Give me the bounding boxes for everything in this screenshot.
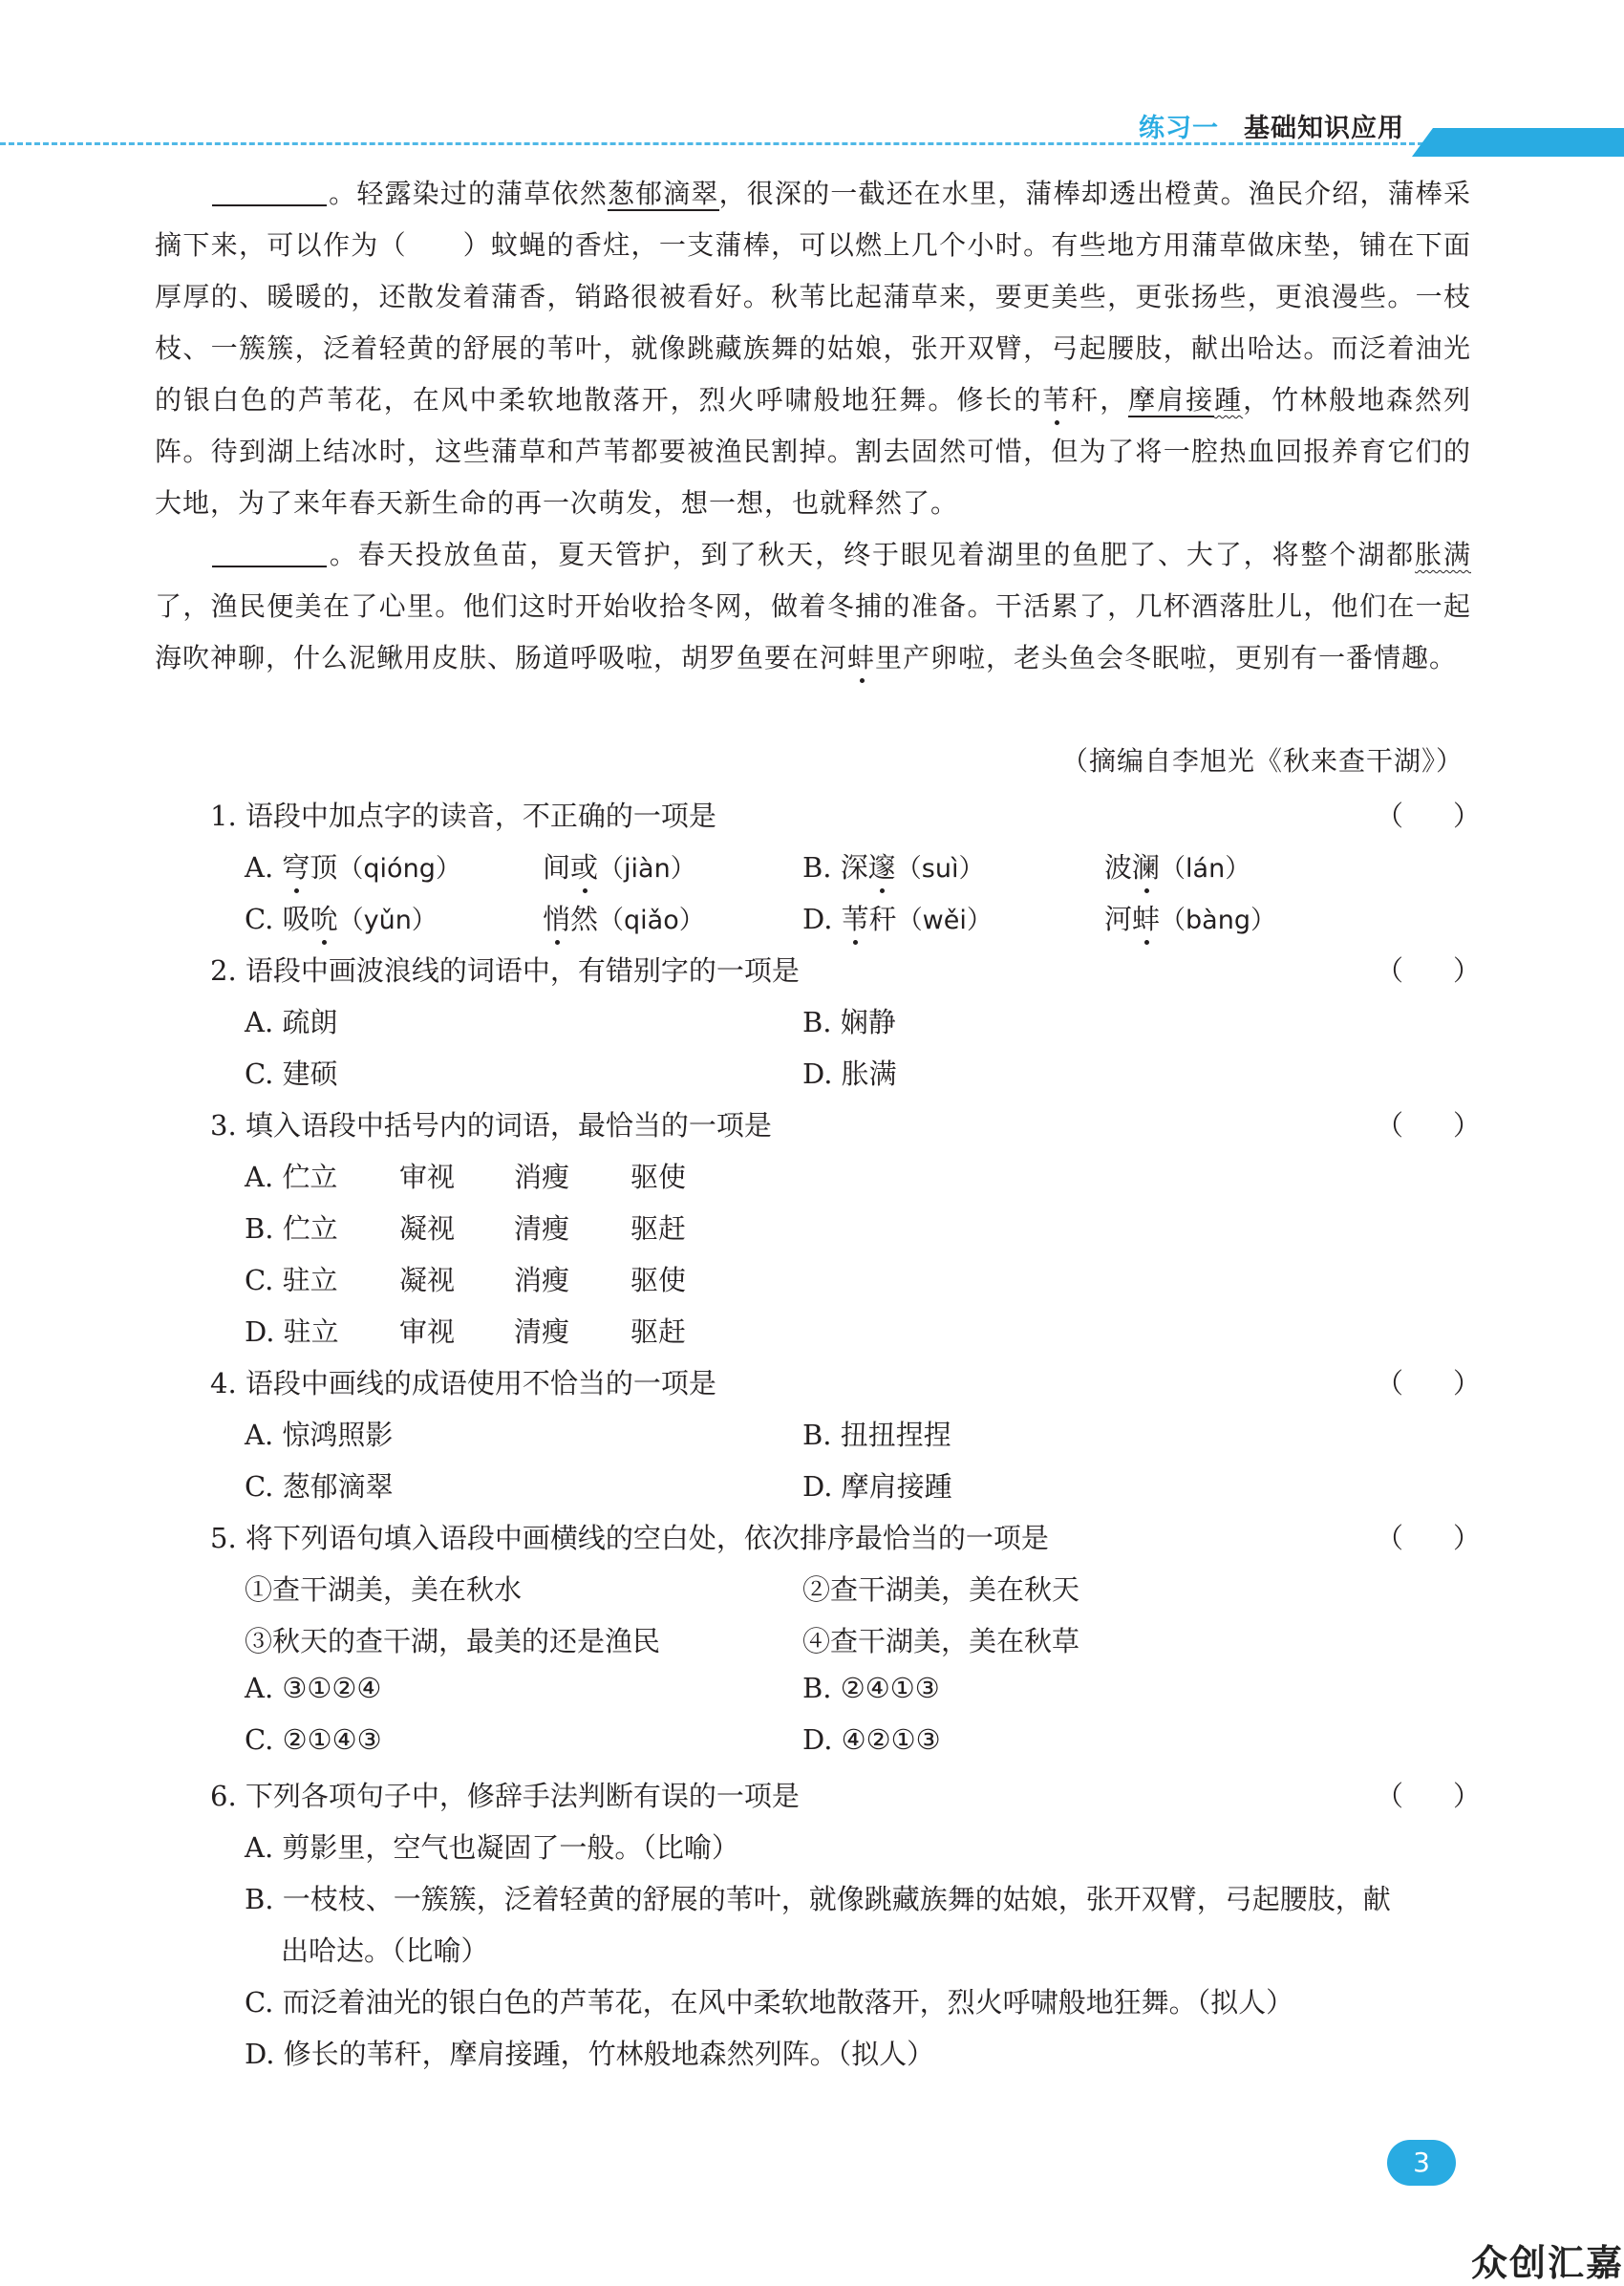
q5-item-3: ③秋天的查干湖，最美的还是渔民 <box>245 1625 661 1657</box>
q1-option-b: B. 深邃（suì） <box>802 851 985 884</box>
q3-option-d-word3: 清瘦 <box>514 1315 570 1348</box>
q4-option-b: B. 扭扭捏捏 <box>802 1419 951 1451</box>
answer-paren: （ ） <box>1376 1367 1482 1399</box>
answer-paren: （ ） <box>1376 1780 1482 1812</box>
q3-option-c-word1: C. 驻立 <box>245 1264 338 1296</box>
q3-option-b-word3: 清瘦 <box>514 1212 570 1245</box>
question-4-stem: 4. 语段中画线的成语使用不恰当的一项是 <box>210 1367 716 1399</box>
q1-option-b2: 波澜（lán） <box>1104 851 1251 884</box>
q6-option-a: A. 剪影里，空气也凝固了一般。（比喻） <box>245 1831 739 1864</box>
q5-option-d: D. ④②①③ <box>802 1723 941 1756</box>
wavy-underlined-word: 胀满 <box>1415 539 1471 570</box>
question-1-stem: 1. 语段中加点字的读音，不正确的一项是 <box>210 800 716 832</box>
q3-option-b-word4: 驱赶 <box>630 1212 687 1245</box>
q1-option-d: D. 苇秆（wěi） <box>802 903 993 935</box>
q1-option-d2: 河蚌（bàng） <box>1104 903 1276 935</box>
underlined-idiom: 摩肩接 <box>1128 384 1215 416</box>
q5-item-1: ①查干湖美，美在秋水 <box>245 1573 523 1606</box>
q5-option-a: A. ③①②④ <box>245 1672 382 1704</box>
page-number: 3 <box>1387 2140 1456 2186</box>
q5-item-4: ④查干湖美，美在秋草 <box>802 1625 1080 1657</box>
q3-option-c-word2: 凝视 <box>399 1264 456 1296</box>
q6-option-d: D. 修长的苇秆，摩肩接踵，竹林般地森然列阵。（拟人） <box>245 2038 935 2070</box>
q3-option-a-word2: 审视 <box>399 1161 456 1193</box>
q2-option-d: D. 胀满 <box>802 1058 897 1090</box>
section-header <box>1139 107 1404 144</box>
q5-option-b: B. ②④①③ <box>802 1672 940 1704</box>
question-6-stem: 6. 下列各项句子中，修辞手法判断有误的一项是 <box>210 1780 800 1812</box>
watermark-logo: 众创汇嘉 <box>1470 2242 1624 2284</box>
q5-option-c: C. ②①④③ <box>245 1723 382 1756</box>
q3-option-d-word1: D. 驻立 <box>245 1315 339 1348</box>
q2-option-a: A. 疏朗 <box>245 1006 338 1038</box>
header-tab-decoration <box>1412 128 1624 157</box>
q4-option-d: D. 摩肩接踵 <box>802 1470 952 1503</box>
passage-paragraph-1: 。轻露染过的蒲草依然葱郁滴翠，很深的一截还在水里，蒲棒却透出橙黄。渔民介绍，蒲棒采摘下来，可以作为（ ）蚊蝇的香炷，一支蒲棒，可以燃上几个小时。有些地方用蒲草做床垫，铺在下面厚厚的、暖暖的，还散发着蒲香，销路很被看好。秋苇比起蒲草来，要更美些，更张扬些，更浪漫些。一枝枝、一簇簇，泛着轻黄的舒展的苇叶，就像跳藏族舞的姑娘，张开双臂，弓起腰肢，献出哈达。而泛着油光的银白色的芦苇花，在风中柔软地散落开，烈火呼啸般地狂舞。修长的苇秆，摩肩接踵，竹林般地森然列阵。待到湖上结冰时，这些蒲草和芦苇都要被渔民割掉。割去固然可惜，但为了将一腔热血回报养育它们的大地，为了来年春天新生命的再一次萌发，想一想，也就释然了。 <box>155 178 1471 519</box>
question-2-stem: 2. 语段中画波浪线的词语中，有错别字的一项是 <box>210 954 800 987</box>
passage-source: （摘编自李旭光《秋来查干湖》） <box>1060 745 1464 777</box>
q3-option-c-word3: 消瘦 <box>514 1264 570 1296</box>
question-3-stem: 3. 填入语段中括号内的词语，最恰当的一项是 <box>210 1109 772 1142</box>
q2-option-c: C. 建硕 <box>245 1058 338 1090</box>
answer-paren: （ ） <box>1376 1522 1482 1554</box>
answer-paren: （ ） <box>1376 800 1482 832</box>
answer-paren: （ ） <box>1376 1109 1482 1142</box>
underlined-idiom: 葱郁滴翠 <box>607 178 719 209</box>
q4-option-c: C. 葱郁滴翠 <box>245 1470 394 1503</box>
q3-option-a-word4: 驱使 <box>630 1161 687 1193</box>
section-label: 练习一 <box>1139 114 1219 143</box>
q6-option-b-cont: 出哈达。（比喻） <box>281 1934 489 1967</box>
q3-option-d-word4: 驱赶 <box>630 1315 687 1348</box>
q5-item-2: ②查干湖美，美在秋天 <box>802 1573 1080 1606</box>
q1-option-c: C. 吸吮（yǔn） <box>245 903 438 935</box>
q1-option-a: A. 穹顶（qióng） <box>245 851 461 884</box>
q3-option-a-word1: A. 伫立 <box>245 1161 338 1193</box>
q2-option-b: B. 娴静 <box>802 1006 896 1038</box>
q3-option-b-word1: B. 伫立 <box>245 1212 338 1245</box>
passage-paragraph-2: 。春天投放鱼苗，夏天管护，到了秋天，终于眼见着湖里的鱼肥了、大了，将整个湖都胀满了，渔民便美在了心里。他们这时开始收拾冬网，做着冬捕的准备。干活累了，几杯酒落肚儿，他们在一起海吹神聊，什么泥鳅用皮肤、肠道呼吸啦，胡罗鱼要在河蚌里产卵啦，老头鱼会冬眠啦，更别有一番情趣。 <box>155 539 1471 673</box>
q4-option-a: A. 惊鸿照影 <box>245 1419 394 1451</box>
answer-paren: （ ） <box>1376 954 1482 987</box>
section-subtitle: 基础知识应用 <box>1244 114 1404 143</box>
header-dashed-line <box>0 142 1423 145</box>
q3-option-c-word4: 驱使 <box>630 1264 687 1296</box>
wavy-underlined-char: 踵 <box>1214 384 1244 416</box>
fill-blank-2 <box>212 537 327 567</box>
q3-option-a-word3: 消瘦 <box>514 1161 570 1193</box>
q1-option-a2: 间或（jiàn） <box>543 851 696 884</box>
fill-blank-1 <box>212 176 327 206</box>
q3-option-d-word2: 审视 <box>399 1315 456 1348</box>
q1-option-c2: 悄然（qiǎo） <box>543 903 705 935</box>
dotted-char: 苇 <box>1042 384 1072 416</box>
q6-option-c: C. 而泛着油光的银白色的芦苇花，在风中柔软地散落开，烈火呼啸般地狂舞。（拟人） <box>245 1986 1294 2019</box>
q6-option-b: B. 一枝枝、一簇簇，泛着轻黄的舒展的苇叶，就像跳藏族舞的姑娘，张开双臂，弓起腰肢，献 <box>245 1883 1391 1915</box>
dotted-char: 蚌 <box>847 642 876 673</box>
question-5-stem: 5. 将下列语句填入语段中画横线的空白处，依次排序最恰当的一项是 <box>210 1522 1049 1554</box>
q3-option-b-word2: 凝视 <box>399 1212 456 1245</box>
